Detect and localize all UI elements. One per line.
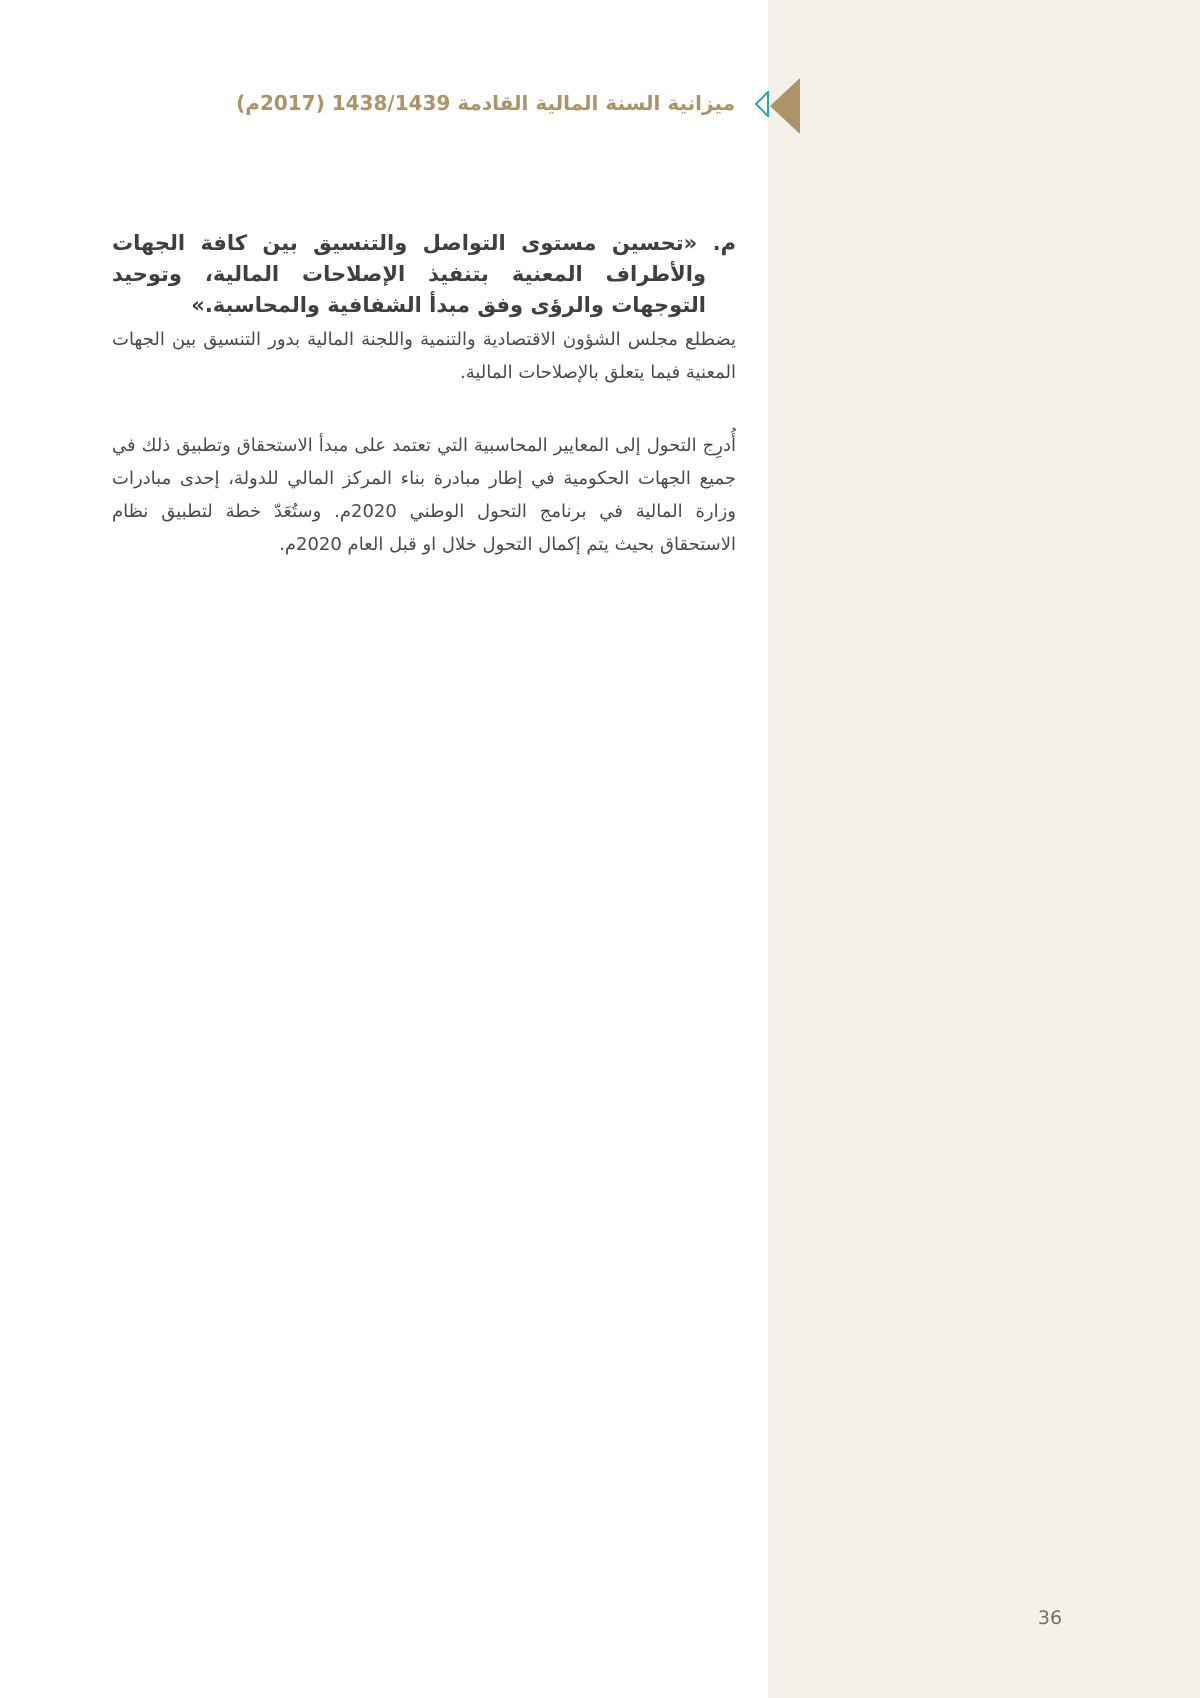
gold-triangle-icon (770, 78, 800, 134)
page-header (236, 78, 800, 134)
side-panel (768, 0, 1200, 1698)
section-heading: م. «تحسين مستوى التواصل والتنسيق بين كافة الجهات والأطراف المعنية بتنفيذ الإصلاحات المالية، وتوحيد التوجهات والرؤى وفق مبدأ الشفافية والمحاسبة.» (112, 231, 736, 317)
paragraph-accrual: أُدرِج التحول إلى المعايير المحاسبية التي تعتمد على مبدأ الاستحقاق وتطبيق ذلك في جميع الجهات الحكومية في إطار مبادرة بناء المركز المالي للدولة، إحدى مبادرات وزارة المالية في برنامج التحول الوطني 2020م. وستُعَدّ خطة لتطبيق نظام الاستحقاق بحيث يتم إكمال التحول خلال او قبل العام 2020م. (112, 435, 736, 555)
header-title: ميزانية السنة المالية القادمة 1438/1439 (2017م) (236, 91, 735, 115)
paragraph-coordination: يضطلع مجلس الشؤون الاقتصادية والتنمية واللجنة المالية بدور التنسيق بين الجهات المعنية فيما يتعلق بالإصلاحات المالية. (112, 329, 736, 383)
main-content (112, 228, 736, 561)
outline-triangle-icon (755, 91, 769, 117)
page-number: 36 (1037, 1607, 1063, 1629)
